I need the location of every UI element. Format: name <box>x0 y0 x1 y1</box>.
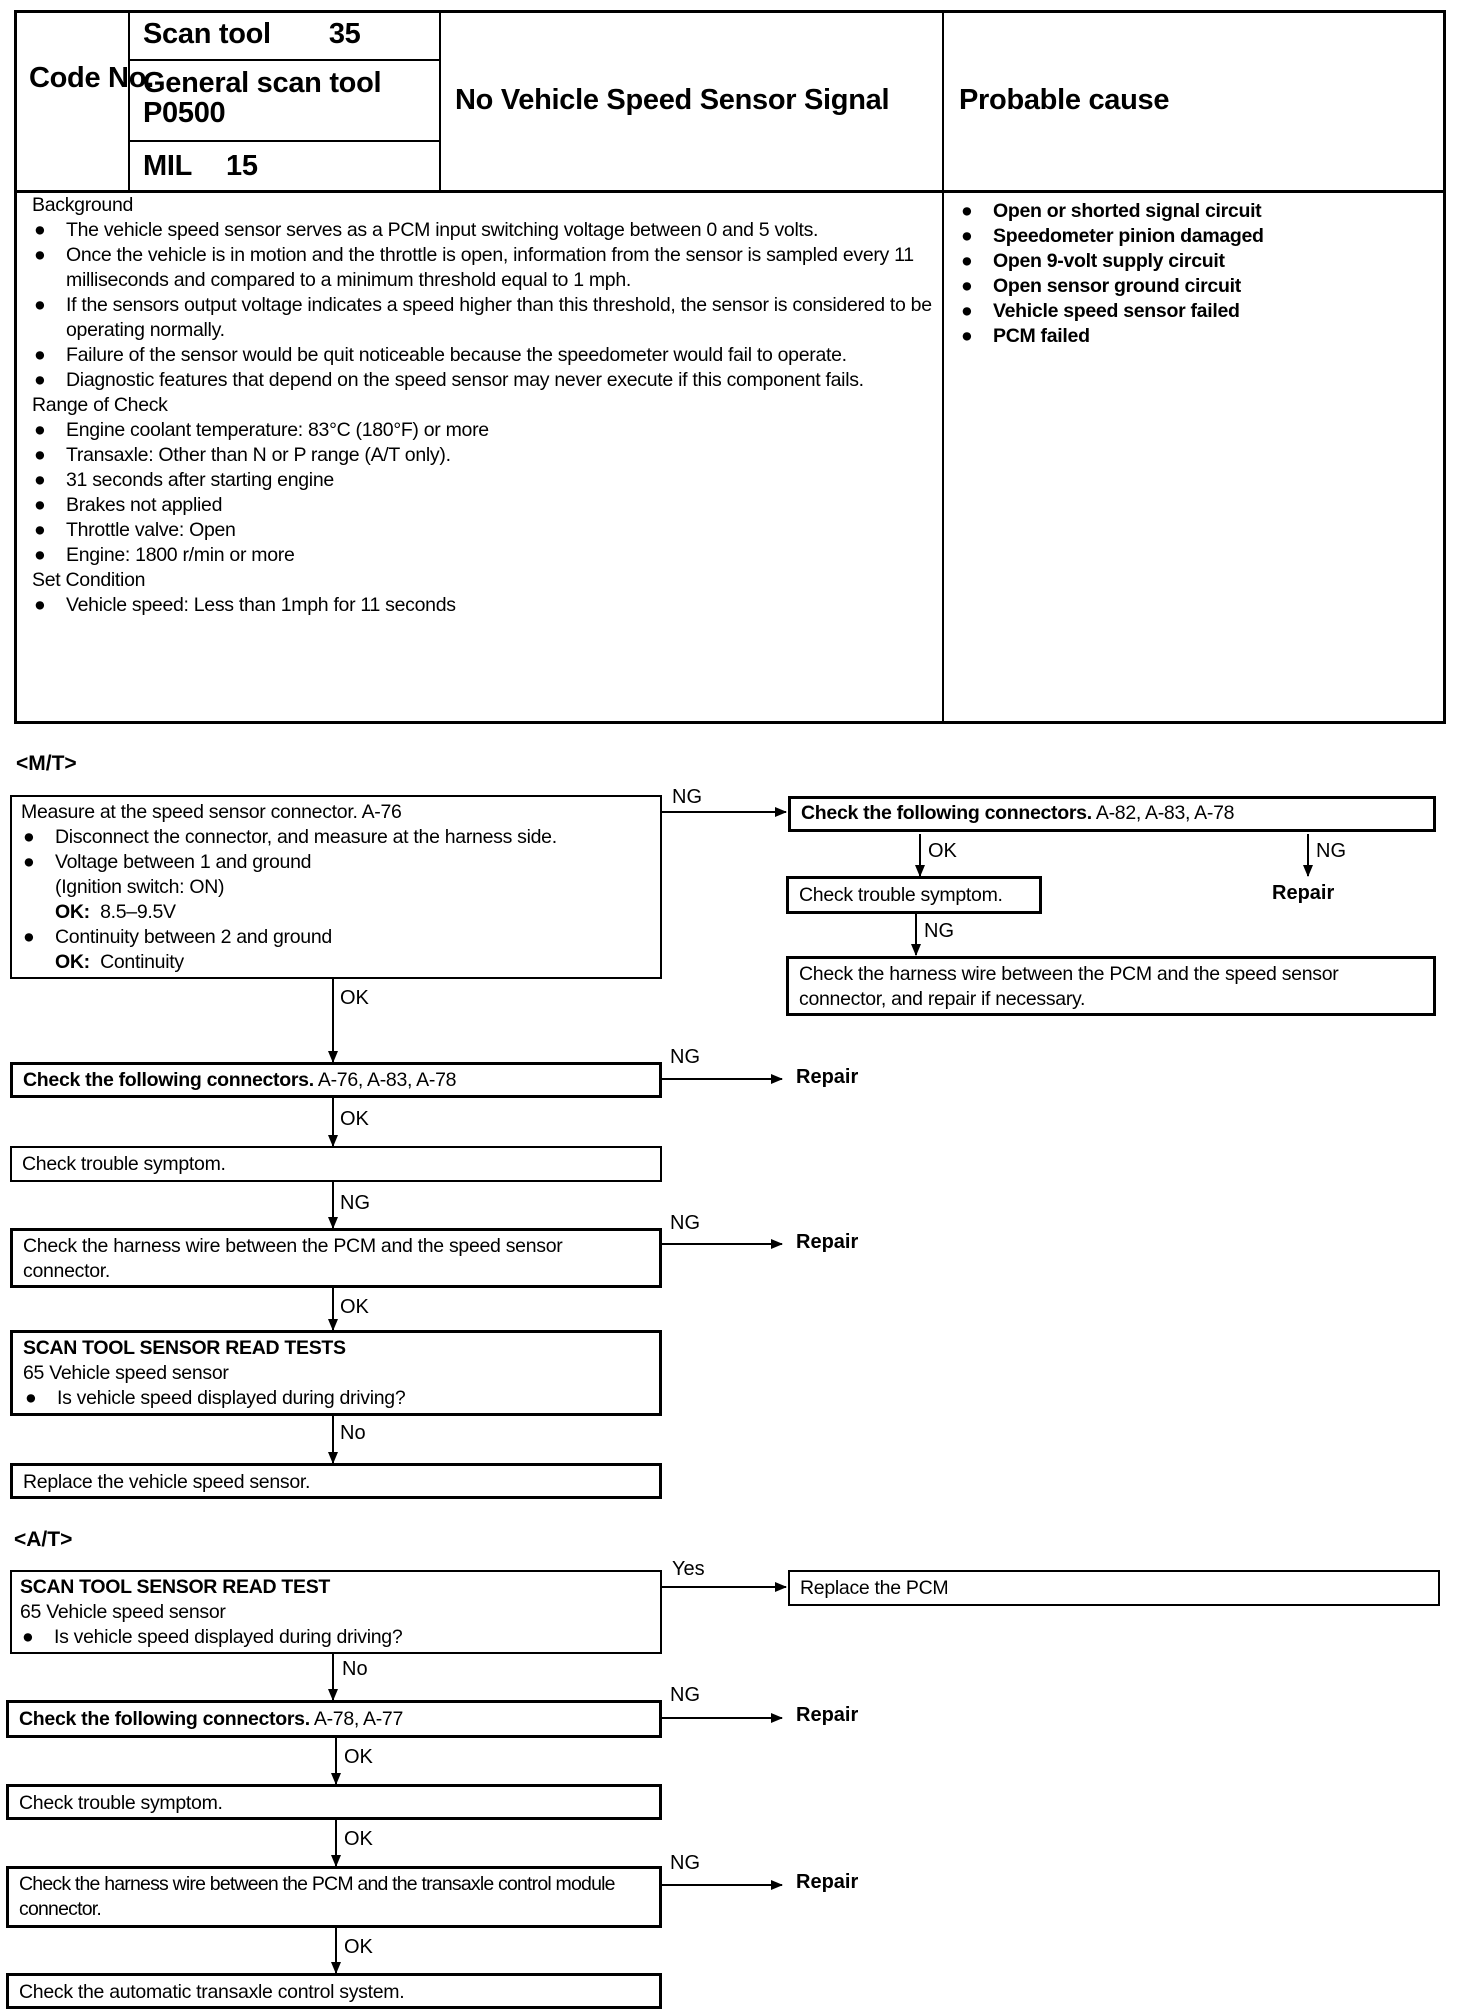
step-bullet: ● Is vehicle speed displayed during driving? <box>22 1626 403 1648</box>
range-item: ● 31 seconds after starting engine <box>34 469 334 491</box>
range-item: ● Brakes not applied <box>34 494 223 516</box>
ok-label: OK <box>340 987 369 1009</box>
replace-sensor-step: Replace the vehicle speed sensor. <box>10 1463 662 1499</box>
ok-label: OK <box>340 1296 369 1318</box>
step-ok-spec: OK: 8.5–9.5V <box>55 901 176 923</box>
range-heading: Range of Check <box>32 394 168 416</box>
bullet-icon: ● <box>961 200 973 222</box>
ok-label: OK <box>344 1936 373 1958</box>
step-bullet: ● Is vehicle speed displayed during driving? <box>25 1387 406 1409</box>
divider <box>439 13 441 193</box>
no-label: No <box>340 1422 366 1444</box>
background-heading: Background <box>32 194 134 216</box>
at-section-title: <A/T> <box>14 1528 73 1551</box>
mil-code: MIL 15 <box>143 150 258 182</box>
repair-outcome: Repair <box>796 1066 859 1088</box>
range-item: ● Transaxle: Other than N or P range (A/T only). <box>34 444 451 466</box>
cause-item: ● Open sensor ground circuit <box>961 275 1241 297</box>
step-text: 65 Vehicle speed sensor <box>20 1601 226 1623</box>
ok-label: OK <box>344 1828 373 1850</box>
step-text: Measure at the speed sensor connector. A-76 <box>21 801 402 823</box>
bullet-icon: ● <box>961 225 973 247</box>
background-item: ● Once the vehicle is in motion and the throttle is open, information from the sensor is sampled every 11 milliseconds and compared to a minimum threshold equal to 1 mph. <box>34 244 914 291</box>
bullet-icon: ● <box>961 325 973 347</box>
at-check-symptom-step: Check trouble symptom. <box>6 1784 662 1820</box>
measure-connector-step <box>10 795 662 979</box>
ok-label: OK <box>928 840 957 862</box>
set-condition-heading: Set Condition <box>32 569 146 591</box>
bullet-icon: ● <box>22 1626 34 1648</box>
range-item: ● Engine: 1800 r/min or more <box>34 544 295 566</box>
bullet-icon: ● <box>34 344 46 366</box>
bullet-icon: ● <box>23 926 35 948</box>
bullet-icon: ● <box>23 851 35 873</box>
replace-pcm-step: Replace the PCM <box>788 1570 1440 1606</box>
step-text: 65 Vehicle speed sensor <box>23 1362 229 1384</box>
dtc-info-table <box>14 10 1446 724</box>
ok-label: OK <box>344 1746 373 1768</box>
bullet-icon: ● <box>25 1387 37 1409</box>
background-item: ● Diagnostic features that depend on the speed sensor may never execute if this component fails. <box>34 369 864 391</box>
bullet-icon: ● <box>34 544 46 566</box>
check-harness-step: Check the harness wire between the PCM and the speed sensor connector. <box>10 1228 662 1288</box>
bullet-icon: ● <box>961 300 973 322</box>
range-item: ● Engine coolant temperature: 83°C (180°F) or more <box>34 419 489 441</box>
step-bullet: ● Continuity between 2 and ground <box>23 926 332 948</box>
code-no-label: Code No. <box>29 62 154 94</box>
divider <box>128 59 441 61</box>
bullet-icon: ● <box>34 419 46 441</box>
set-condition-item: ● Vehicle speed: Less than 1mph for 11 seconds <box>34 594 456 616</box>
ng-label: NG <box>672 786 702 808</box>
cause-item: ● Vehicle speed sensor failed <box>961 300 1240 322</box>
bullet-icon: ● <box>961 250 973 272</box>
probable-cause-heading: Probable cause <box>959 84 1170 116</box>
repair-outcome: Repair <box>796 1231 859 1253</box>
cause-item: ● Open or shorted signal circuit <box>961 200 1262 222</box>
bullet-icon: ● <box>23 826 35 848</box>
ng-label: NG <box>670 1212 700 1234</box>
description-section <box>32 193 932 618</box>
dtc-title: No Vehicle Speed Sensor Signal <box>455 84 890 116</box>
step-title: SCAN TOOL SENSOR READ TESTS <box>23 1337 346 1359</box>
bullet-icon: ● <box>34 244 46 266</box>
repair-outcome: Repair <box>796 1871 859 1893</box>
background-item: ● Failure of the sensor would be quit noticeable because the speedometer would fail to operate. <box>34 344 847 366</box>
step-subtext: (Ignition switch: ON) <box>55 876 225 898</box>
side-check-harness-step: Check the harness wire between the PCM and the speed sensor connector, and repair if necessary. <box>786 956 1436 1016</box>
ng-label: NG <box>1316 840 1346 862</box>
step-bullet: ● Disconnect the connector, and measure at the harness side. <box>23 826 557 848</box>
probable-cause-list <box>959 199 1429 349</box>
background-item: ● If the sensors output voltage indicates a speed higher than this threshold, the sensor is considered to be operating normally. <box>34 294 932 341</box>
at-check-connectors-step: Check the following connectors. A-78, A-77 <box>6 1700 662 1738</box>
no-label: No <box>342 1658 368 1680</box>
side-check-symptom-step: Check trouble symptom. <box>786 876 1042 914</box>
cause-item: ● PCM failed <box>961 325 1090 347</box>
repair-outcome: Repair <box>1272 882 1335 904</box>
general-scan-tool-code: General scan tool P0500 <box>143 67 382 129</box>
yes-label: Yes <box>672 1558 705 1580</box>
ok-label: OK <box>340 1108 369 1130</box>
bullet-icon: ● <box>34 469 46 491</box>
background-item: ● The vehicle speed sensor serves as a PCM input switching voltage between 0 and 5 volts. <box>34 219 819 241</box>
bullet-icon: ● <box>34 494 46 516</box>
bullet-icon: ● <box>34 294 46 316</box>
bullet-icon: ● <box>961 275 973 297</box>
repair-outcome: Repair <box>796 1704 859 1726</box>
step-ok-spec: OK: Continuity <box>55 951 184 973</box>
bullet-icon: ● <box>34 519 46 541</box>
divider <box>942 13 944 721</box>
ng-label: NG <box>340 1192 370 1214</box>
check-symptom-step: Check trouble symptom. <box>10 1146 662 1182</box>
ng-label: NG <box>924 920 954 942</box>
step-bullet: ● Voltage between 1 and ground <box>23 851 312 873</box>
cause-item: ● Speedometer pinion damaged <box>961 225 1264 247</box>
bullet-icon: ● <box>34 219 46 241</box>
bullet-icon: ● <box>34 444 46 466</box>
range-item: ● Throttle valve: Open <box>34 519 236 541</box>
ng-label: NG <box>670 1046 700 1068</box>
side-check-connectors-step: Check the following connectors. A-82, A-83, A-78 <box>788 796 1436 832</box>
mt-section-title: <M/T> <box>16 752 77 775</box>
at-scan-tool-test-step <box>10 1570 662 1654</box>
scan-tool-code: Scan tool 35 <box>143 18 361 50</box>
bullet-icon: ● <box>34 594 46 616</box>
divider <box>128 140 441 142</box>
at-check-harness-step: Check the harness wire between the PCM and the transaxle control module connector. <box>6 1866 662 1928</box>
divider <box>128 13 130 193</box>
bullet-icon: ● <box>34 369 46 391</box>
ng-label: NG <box>670 1852 700 1874</box>
cause-item: ● Open 9-volt supply circuit <box>961 250 1225 272</box>
check-at-control-system-step: Check the automatic transaxle control system. <box>6 1973 662 2009</box>
scan-tool-test-step <box>10 1330 662 1416</box>
ng-label: NG <box>670 1684 700 1706</box>
step-title: SCAN TOOL SENSOR READ TEST <box>20 1576 331 1598</box>
check-connectors-step: Check the following connectors. A-76, A-83, A-78 <box>10 1062 662 1098</box>
